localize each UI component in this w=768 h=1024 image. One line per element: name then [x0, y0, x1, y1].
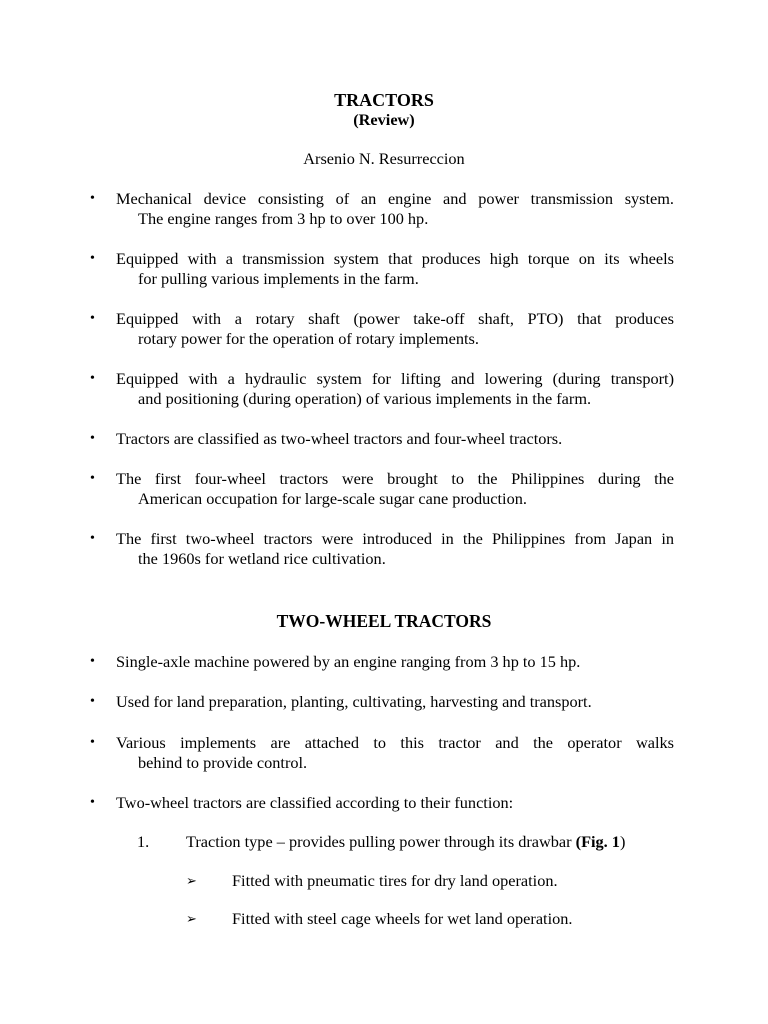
- bullet-icon: •: [90, 251, 95, 266]
- bullet-text-line1: Various implements are attached to this tractor and the operator walks: [116, 733, 674, 752]
- bullet-text-line1: Equipped with a rotary shaft (power take-off shaft, PTO) that produces: [116, 309, 674, 328]
- bullet-text-line2: for pulling various implements in the farm.: [138, 269, 419, 288]
- bullet-icon: •: [90, 735, 95, 750]
- figure-ref-close-paren: ): [619, 832, 626, 851]
- figure-ref-open-paren: (: [575, 832, 582, 851]
- document-title: TRACTORS: [334, 90, 434, 110]
- document-subtitle: (Review): [353, 110, 415, 129]
- sub-list-item-text: Fitted with pneumatic tires for dry land operation.: [232, 871, 558, 890]
- bullet-icon: •: [90, 694, 95, 709]
- bullet-text-line2: behind to provide control.: [138, 753, 308, 772]
- arrow-bullet-icon: ➢: [186, 873, 197, 888]
- figure-reference: Fig. 1: [581, 832, 620, 851]
- sub-list-item-text: Fitted with steel cage wheels for wet land operation.: [232, 909, 573, 928]
- bullet-text-line1: Two-wheel tractors are classified according to their function:: [116, 793, 514, 812]
- bullet-icon: •: [90, 531, 95, 546]
- bullet-text-line2: The engine ranges from 3 hp to over 100 hp.: [138, 209, 429, 228]
- arrow-bullet-icon: ➢: [186, 911, 197, 926]
- bullet-text-line2: the 1960s for wetland rice cultivation.: [138, 549, 386, 568]
- bullet-text-line1: The first two-wheel tractors were introduced in the Philippines from Japan in: [116, 529, 674, 548]
- bullet-icon: •: [90, 795, 95, 810]
- bullet-text-line1: The first four-wheel tractors were brought to the Philippines during the: [116, 469, 674, 488]
- bullet-text-line2: American occupation for large-scale sugar cane production.: [138, 489, 527, 508]
- bullet-icon: •: [90, 431, 95, 446]
- numbered-item-body: Traction type – provides pulling power through its drawbar: [186, 832, 576, 851]
- bullet-text-line1: Used for land preparation, planting, cultivating, harvesting and transport.: [116, 692, 592, 711]
- bullet-icon: •: [90, 311, 95, 326]
- numbered-item-text: [186, 832, 625, 852]
- item-number: 1.: [137, 832, 150, 851]
- document-author: Arsenio N. Resurreccion: [303, 149, 465, 168]
- bullet-text-line1: Single-axle machine powered by an engine ranging from 3 hp to 15 hp.: [116, 652, 581, 671]
- section-heading: TWO-WHEEL TRACTORS: [276, 611, 492, 631]
- bullet-icon: •: [90, 654, 95, 669]
- bullet-text-line1: Equipped with a hydraulic system for lifting and lowering (during transport): [116, 369, 674, 388]
- bullet-text-line2: rotary power for the operation of rotary implements.: [138, 329, 479, 348]
- bullet-text-line1: Tractors are classified as two-wheel tractors and four-wheel tractors.: [116, 429, 563, 448]
- bullet-icon: •: [90, 371, 95, 386]
- bullet-icon: •: [90, 191, 95, 206]
- bullet-text-line1: Mechanical device consisting of an engine and power transmission system.: [116, 189, 674, 208]
- bullet-icon: •: [90, 471, 95, 486]
- bullet-text-line2: and positioning (during operation) of various implements in the farm.: [138, 389, 592, 408]
- bullet-text-line1: Equipped with a transmission system that produces high torque on its wheels: [116, 249, 674, 268]
